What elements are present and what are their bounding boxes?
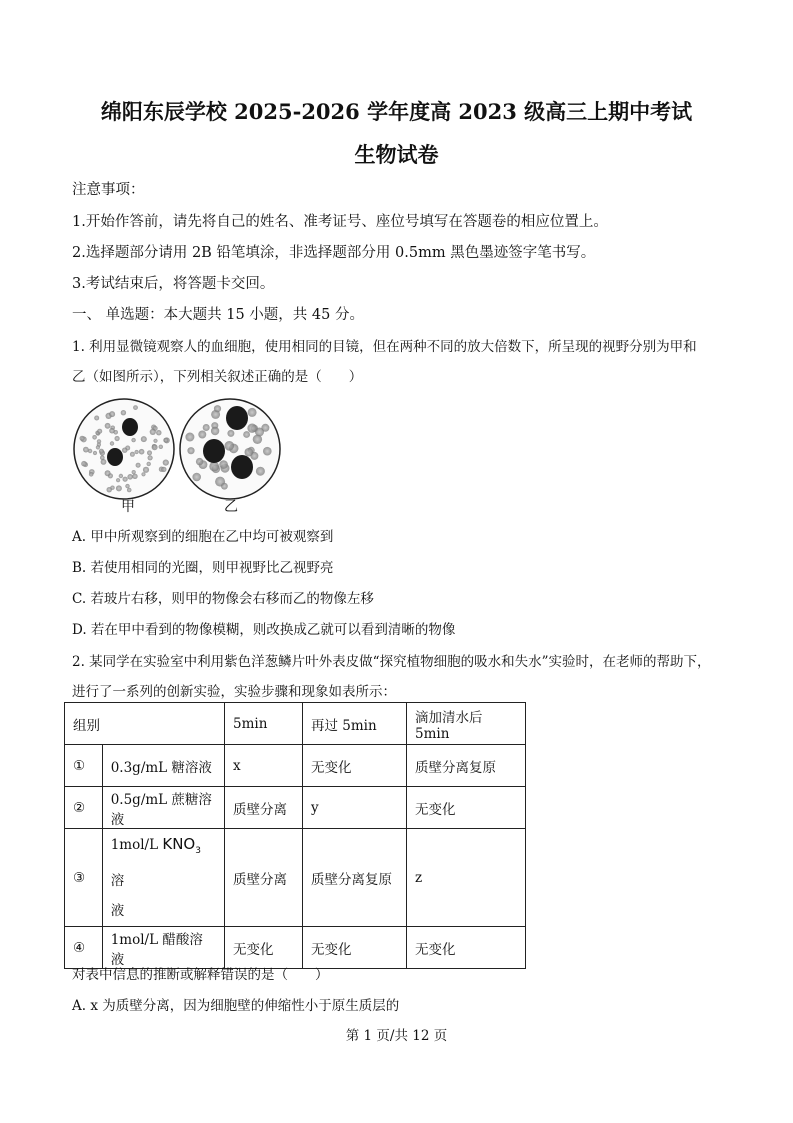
red-blood-cell: [132, 470, 136, 474]
row-cell: 无变化: [303, 745, 407, 787]
q2-option-a: A. x 为质壁分离，因为细胞壁的伸缩性小于原生质层的: [72, 998, 400, 1014]
red-blood-cell: [209, 462, 219, 472]
red-blood-cell: [159, 445, 163, 449]
red-blood-cell: [96, 445, 100, 449]
red-blood-cell: [263, 447, 272, 456]
q2-question: 对表中信息的推断或解释错误的是（ ）: [72, 967, 329, 983]
red-blood-cell: [139, 449, 145, 455]
red-blood-cell: [130, 452, 135, 457]
kno3-text: KNO: [162, 835, 196, 853]
row-cell: 质壁分离复原: [407, 745, 526, 787]
red-blood-cell: [136, 463, 141, 468]
red-blood-cell: [125, 484, 129, 488]
red-blood-cell: [123, 477, 128, 482]
q1-option-d: D. 若在甲中看到的物像模糊，则改换成乙就可以看到清晰的物像: [72, 622, 456, 638]
row-cell: z: [407, 829, 526, 927]
row-number: ④: [65, 927, 103, 969]
red-blood-cell: [122, 448, 127, 453]
table-header-another-5min: 再过 5min: [303, 703, 407, 745]
red-blood-cell: [161, 467, 166, 472]
table-row: [65, 829, 526, 927]
red-blood-cell: [97, 429, 102, 434]
exam-subtitle: 生物试卷: [354, 142, 439, 167]
red-blood-cell: [131, 438, 135, 442]
red-blood-cell: [152, 444, 158, 450]
red-blood-cell: [163, 438, 168, 443]
red-blood-cell: [143, 467, 149, 473]
red-blood-cell: [256, 467, 265, 476]
row-cell: 质壁分离: [225, 787, 303, 829]
q1-stem-line2: 乙（如图所示），下列相关叙述正确的是（ ）: [72, 369, 363, 385]
red-blood-cell: [196, 458, 203, 465]
red-blood-cell: [203, 424, 210, 431]
figure-label-jia: 甲: [121, 499, 135, 515]
notice-item-2: 2.选择题部分请用 2B 铅笔填涂，非选择题部分用 0.5mm 黑色墨迹签字笔书写。: [72, 245, 596, 261]
q1-option-b: B. 若使用相同的光圈，则甲视野比乙视野亮: [72, 560, 334, 576]
red-blood-cell: [248, 408, 257, 417]
q2-stem-line1: 2. 某同学在实验室中利用紫色洋葱鳞片叶外表皮做“探究植物细胞的吸水和失水”实验时，在老师的帮助下，: [72, 654, 711, 670]
kno3-formula: [162, 835, 201, 856]
red-blood-cell: [185, 433, 194, 442]
red-blood-cell: [135, 450, 139, 454]
row-cell: 无变化: [407, 787, 526, 829]
row-solution: 1mol/L 醋酸溶液: [102, 927, 224, 969]
red-blood-cell: [89, 472, 94, 477]
red-blood-cell: [94, 416, 99, 421]
row-solution: 0.3g/mL 糖溶液: [102, 745, 224, 787]
red-blood-cell: [83, 447, 89, 453]
red-blood-cell: [105, 423, 111, 429]
row-number: ②: [65, 787, 103, 829]
field-yi: [180, 399, 280, 499]
red-blood-cell: [221, 483, 228, 490]
solution-line2: 液: [110, 903, 125, 919]
red-blood-cell: [109, 411, 115, 417]
q1-stem-line1: 1. 利用显微镜观察人的血细胞，使用相同的目镜，但在两种不同的放大倍数下，所呈现的视野分别为甲和: [72, 339, 697, 355]
red-blood-cell: [105, 470, 111, 476]
red-blood-cell: [119, 474, 123, 478]
row-cell: y: [303, 787, 407, 829]
field-jia: [74, 399, 174, 499]
red-blood-cell: [243, 431, 250, 438]
table-header-5min: 5min: [225, 703, 303, 745]
red-blood-cell: [116, 478, 120, 482]
red-blood-cell: [150, 429, 156, 435]
red-blood-cell: [107, 487, 112, 492]
red-blood-cell: [99, 449, 104, 454]
row-cell: 无变化: [303, 927, 407, 969]
notice-item-1: 1.开始作答前，请先将自己的姓名、准考证号、座位号填写在答题卷的相应位置上。: [72, 214, 608, 230]
red-blood-cell: [121, 410, 126, 415]
red-blood-cell: [92, 435, 97, 440]
notice-item-3: 3.考试结束后，将答题卡交回。: [72, 276, 275, 292]
red-blood-cell: [214, 405, 221, 412]
red-blood-cell: [127, 488, 132, 493]
red-blood-cell: [147, 450, 152, 455]
red-blood-cell: [148, 455, 153, 460]
figure-label-yi: 乙: [224, 499, 238, 515]
table-header-after-water: 滴加清水后 5min: [407, 703, 526, 745]
experiment-table: [64, 702, 526, 969]
red-blood-cell: [187, 447, 194, 454]
row-cell: 质壁分离复原: [303, 829, 407, 927]
notice-heading: 注意事项：: [72, 182, 145, 198]
table-header-row: [65, 703, 526, 745]
red-blood-cell: [133, 405, 138, 410]
red-blood-cell: [253, 435, 262, 444]
red-blood-cell: [192, 473, 201, 482]
red-blood-cell: [80, 436, 85, 441]
red-blood-cell: [93, 451, 97, 455]
red-blood-cell: [156, 430, 161, 435]
row-solution: [102, 829, 224, 927]
table-header-group: 组别: [65, 703, 225, 745]
q1-option-a: A. 甲中所观察到的细胞在乙中均可被观察到: [72, 529, 334, 545]
row-cell: 无变化: [225, 927, 303, 969]
kno3-subscript: 3: [195, 846, 201, 856]
red-blood-cell: [100, 455, 105, 460]
red-blood-cell: [141, 436, 147, 442]
red-blood-cell: [109, 428, 115, 434]
red-blood-cell: [245, 448, 254, 457]
red-blood-cell: [247, 424, 256, 433]
section-heading: 一、 单选题：本大题共 15 小题，共 45 分。: [72, 307, 364, 323]
solution-conc: 1mol/L: [110, 837, 159, 853]
solution-suffix: 溶: [110, 873, 125, 889]
red-blood-cell: [110, 441, 114, 445]
exam-title: 绵阳东辰学校 2025-2026 学年度高 2023 级高三上期中考试: [100, 99, 693, 124]
red-blood-cell: [153, 439, 157, 443]
row-cell: x: [225, 745, 303, 787]
q2-stem-line2: 进行了一系列的创新实验，实验步骤和现象如表所示：: [72, 684, 396, 700]
row-number: ③: [65, 829, 103, 927]
red-blood-cell: [219, 460, 228, 469]
q1-option-c: C. 若玻片右移，则甲的物像会右移而乙的物像左移: [72, 591, 374, 607]
red-blood-cell: [115, 436, 120, 441]
red-blood-cell: [198, 431, 206, 439]
red-blood-cell: [116, 485, 122, 491]
red-blood-cell: [147, 462, 151, 466]
row-solution: 0.5g/mL 蔗糖溶液: [102, 787, 224, 829]
page-footer: 第 1 页/共 12 页: [345, 1028, 448, 1044]
red-blood-cell: [132, 474, 137, 479]
red-blood-cell: [127, 474, 133, 480]
red-blood-cell: [227, 430, 234, 437]
table-row: [65, 787, 526, 829]
table-row: [65, 745, 526, 787]
red-blood-cell: [211, 427, 219, 435]
red-blood-cell: [141, 472, 145, 476]
red-blood-cell: [101, 459, 107, 465]
row-cell: 质壁分离: [225, 829, 303, 927]
red-blood-cell: [81, 461, 87, 467]
row-number: ①: [65, 745, 103, 787]
red-blood-cell: [225, 441, 235, 451]
red-blood-cell: [163, 460, 169, 466]
microscope-fields-figure: [72, 394, 284, 512]
row-cell: 无变化: [407, 927, 526, 969]
